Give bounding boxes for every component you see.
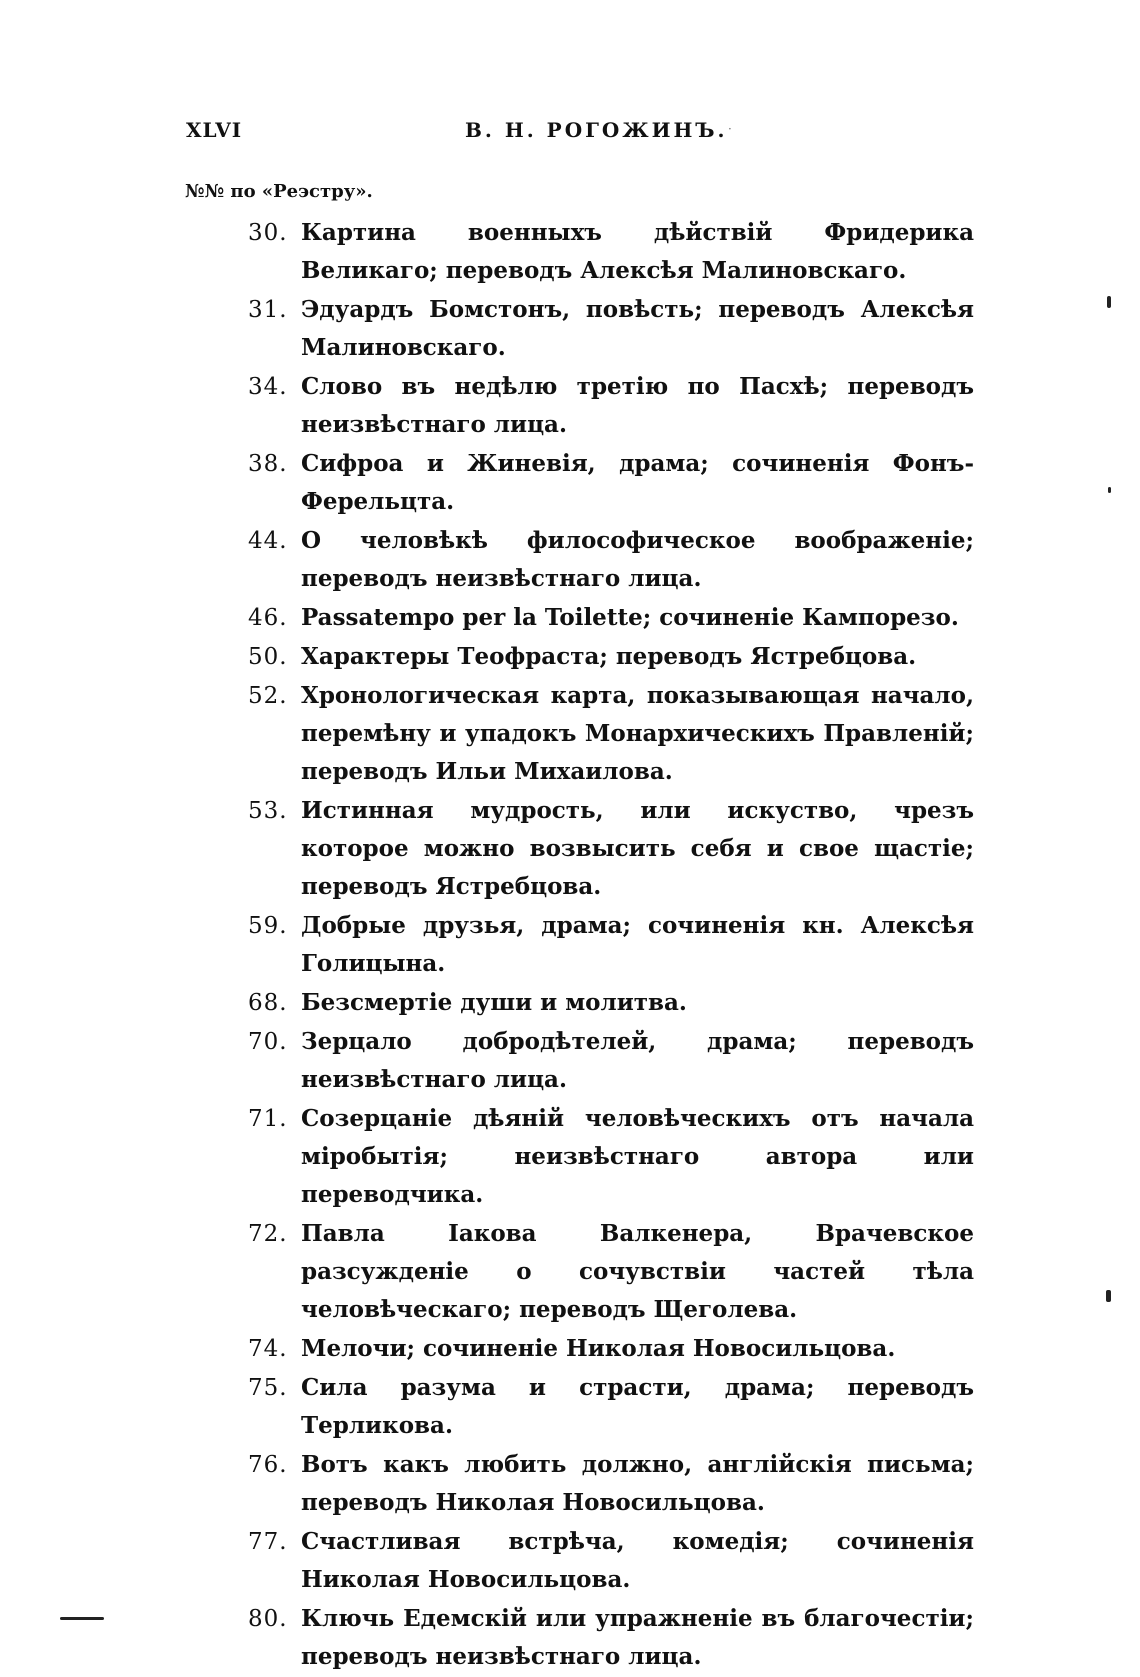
entry-number: 50. xyxy=(248,644,288,670)
margin-ink-mark xyxy=(1106,1290,1111,1302)
entry-text: Мелочи; сочиненіе Николая Новосильцова. xyxy=(301,1335,896,1362)
entry-text: Истинная мудрость, или искуство, чрезъ которое можно возвысить себя и свое щастіе; переводъ Ястребцова. xyxy=(301,797,974,900)
margin-ink-mark xyxy=(1108,487,1111,493)
entry-number: 34. xyxy=(248,374,288,400)
entry-number: 59. xyxy=(248,913,288,939)
running-head xyxy=(0,118,1140,148)
entry-text: Слово въ недѣлю третію по Пасхѣ; переводъ неизвѣстнаго лица. xyxy=(301,373,974,438)
entry-text: О человѣкѣ философическое воображеніе; переводъ неизвѣстнаго лица. xyxy=(301,527,974,592)
list-item xyxy=(248,1215,974,1329)
registry-entries-list xyxy=(248,214,974,1677)
entry-text: Зерцало добродѣтелей, драма; переводъ неизвѣстнаго лица. xyxy=(301,1028,974,1093)
list-item xyxy=(248,1523,974,1599)
entry-number: 74. xyxy=(248,1336,288,1362)
entry-text: Passatempo per la Toilette; сочиненіе Кампорезо. xyxy=(301,604,959,631)
entry-number: 75. xyxy=(248,1375,288,1401)
list-item xyxy=(248,1100,974,1214)
entry-number: 70. xyxy=(248,1029,288,1055)
list-item xyxy=(248,1600,974,1676)
list-item xyxy=(248,599,974,637)
list-item xyxy=(248,214,974,290)
list-item xyxy=(248,907,974,983)
entry-number: 72. xyxy=(248,1221,288,1247)
list-item xyxy=(248,1446,974,1522)
page-number: XLVI xyxy=(186,118,243,142)
entry-number: 52. xyxy=(248,683,288,709)
entry-number: 76. xyxy=(248,1452,288,1478)
entry-number: 30. xyxy=(248,220,288,246)
entry-number: 38. xyxy=(248,451,288,477)
entry-text: Павла Іакова Валкенера, Врачевское разсужденіе о сочувствіи частей тѣла человѣческаго; переводъ Щеголева. xyxy=(301,1220,974,1323)
entry-text: Эдуардъ Бомстонъ, повѣсть; переводъ Алексѣя Малиновскаго. xyxy=(301,296,974,361)
list-item xyxy=(248,792,974,906)
list-item xyxy=(248,522,974,598)
list-item xyxy=(248,368,974,444)
entry-number: 71. xyxy=(248,1106,288,1132)
list-item xyxy=(248,1023,974,1099)
entry-number: 68. xyxy=(248,990,288,1016)
entry-text: Счастливая встрѣча, комедія; сочиненія Николая Новосильцова. xyxy=(301,1528,974,1593)
registry-label: №№ по «Реэстру». xyxy=(185,181,373,202)
entry-number: 31. xyxy=(248,297,288,323)
entry-text: Добрые друзья, драма; сочиненія кн. Алексѣя Голицына. xyxy=(301,912,974,977)
list-item xyxy=(248,677,974,791)
entry-text: Сифроа и Жиневія, драма; сочиненія Фонъ-Ферельцта. xyxy=(301,450,974,515)
list-item xyxy=(248,291,974,367)
entry-text: Характеры Теофраста; переводъ Ястребцова. xyxy=(301,643,917,670)
entry-text: Хронологическая карта, показывающая начало, перемѣну и упадокъ Монархическихъ Правленій; переводъ Ильи Михаилова. xyxy=(301,682,974,785)
entry-text: Ключь Едемскій или упражненіе въ благочестіи; переводъ неизвѣстнаго лица. xyxy=(301,1605,974,1670)
entry-text: Безсмертіе души и молитва. xyxy=(301,989,687,1016)
margin-ink-mark xyxy=(1107,296,1111,308)
entry-number: 53. xyxy=(248,798,288,824)
entry-text: Картина военныхъ дѣйствій Фридерика Великаго; переводъ Алексѣя Малиновскаго. xyxy=(301,219,974,284)
entry-number: 46. xyxy=(248,605,288,631)
margin-ink-mark xyxy=(60,1617,104,1620)
list-item xyxy=(248,984,974,1022)
list-item xyxy=(248,1369,974,1445)
list-item xyxy=(248,638,974,676)
entry-text: Вотъ какъ любить должно, англійскія письма; переводъ Николая Новосильцова. xyxy=(301,1451,974,1516)
entry-number: 77. xyxy=(248,1529,288,1555)
list-item xyxy=(248,1330,974,1368)
entry-number: 44. xyxy=(248,528,288,554)
running-title: В. Н. РОГОЖИНЪ. xyxy=(465,118,728,142)
entry-text: Созерцаніе дѣяній человѣческихъ отъ начала міробытія; неизвѣстнаго автора или переводчика. xyxy=(301,1105,974,1208)
stray-dot: · xyxy=(728,122,732,136)
entry-number: 80. xyxy=(248,1606,288,1632)
list-item xyxy=(248,445,974,521)
entry-text: Сила разума и страсти, драма; переводъ Терликова. xyxy=(301,1374,974,1439)
